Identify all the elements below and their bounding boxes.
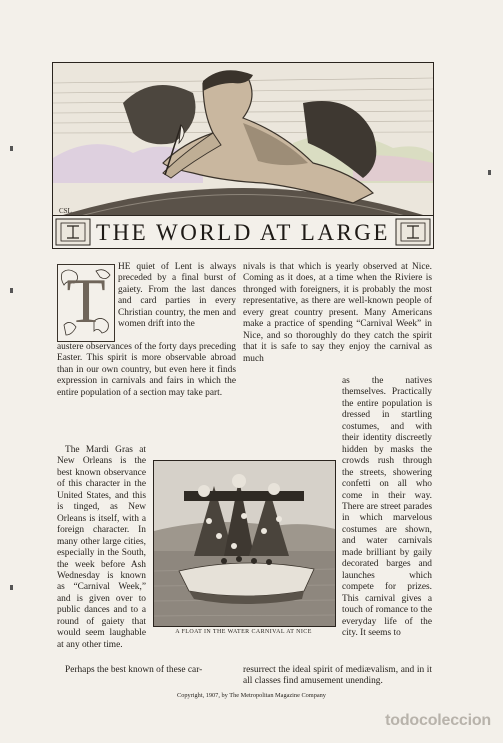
column-1 <box>57 342 236 399</box>
drop-cap-letter: T <box>66 265 106 336</box>
float-photo-image <box>154 461 335 626</box>
column-1-top <box>118 262 236 331</box>
paragraph: resurrect the ideal spirit of mediævalism, and in it all classes find amusement unending. <box>243 665 432 687</box>
artist-mark: CSL <box>59 207 72 215</box>
carnival-float-photo <box>153 460 336 627</box>
paragraph: The Mardi Gras at New Orleans is the best known observance of this character in the United States, and this is tinged, as New Orleans is itself, with a foreign character. In many other large cities, especially in the South, the week before Ash Wednesday is known as “Carnival Week,” and is given over to public dances and to a round of gaiety that would seem laughable at any other time. <box>57 445 146 650</box>
paragraph: Perhaps the best known of these car- <box>65 665 203 675</box>
column-2-bottom <box>243 665 432 688</box>
margin-mark <box>10 288 13 293</box>
drop-cap <box>57 264 115 342</box>
margin-mark <box>488 170 491 175</box>
margin-mark <box>10 146 13 151</box>
title-band <box>52 215 434 249</box>
header-illustration <box>52 62 434 219</box>
column-2-narrow <box>342 376 432 639</box>
watermark: todocoleccion <box>385 712 491 729</box>
titan-writing-illustration <box>53 63 433 218</box>
article-title: THE WORLD AT LARGE <box>96 220 390 245</box>
paragraph: austere observances of the forty days preceding Easter. This spirit is more observable abroad than in our own country, but even here it finds expression in carnivals and fairs in which the entire population of a section may take part. <box>57 342 236 398</box>
paragraph: nivals is that which is yearly observed at Nice. Coming as it does, at a time when the Riviere is thronged with foreigners, it is probably the most representative, as there are well-known people of every great country present. Many Americans make a practice of spending “Carnival Week” in Nice, and so thoroughly do they catch the spirit that it is safe to say they enjoy the carnival as much <box>243 262 432 364</box>
photo-caption: A FLOAT IN THE WATER CARNIVAL AT NICE <box>175 629 312 635</box>
paragraph: HE quiet of Lent is always preceded by a final burst of gaiety. From the last dances and card parties in every Christian country, the men and women drift into the <box>118 262 236 330</box>
column-2 <box>243 262 432 365</box>
copyright-line: Copyright, 1907, by The Metropolitan Magazine Company <box>177 692 326 699</box>
column-1-narrow <box>57 445 146 651</box>
ornament-right-icon <box>393 216 433 248</box>
margin-mark <box>10 585 13 590</box>
paragraph: as the natives themselves. Practically the entire population is dressed in startling costumes, and with their identity discreetly hidden by masks the crowds rush through the streets, showering confetti on all who come in their way. There are street parades in which marvelous costumes are shown, and water carnivals made brilliant by gaily decorated barges and launches which compete for prizes. This carnival gives a touch of romance to the everyday life of the city. It seems to <box>342 376 432 638</box>
column-1-bottom <box>57 665 236 676</box>
